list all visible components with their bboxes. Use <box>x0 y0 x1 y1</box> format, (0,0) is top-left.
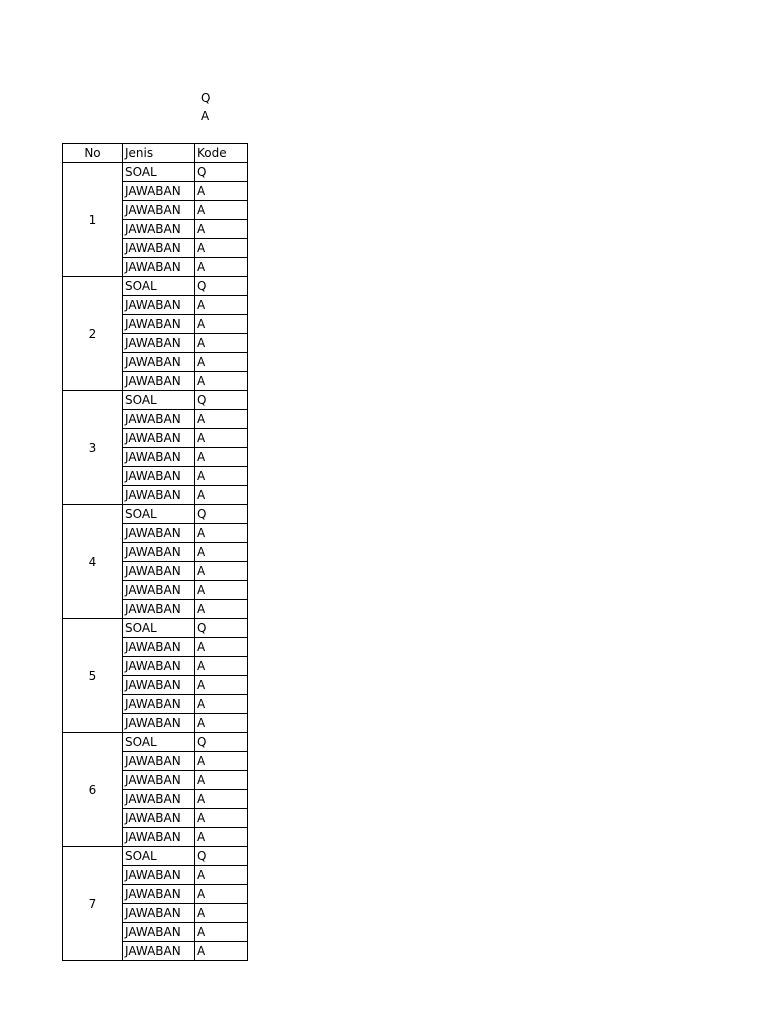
cell-kode: A <box>195 448 248 467</box>
cell-jenis: JAWABAN <box>123 771 195 790</box>
cell-kode: A <box>195 904 248 923</box>
cell-jenis: JAWABAN <box>123 353 195 372</box>
cell-jenis: JAWABAN <box>123 790 195 809</box>
cell-jenis: SOAL <box>123 847 195 866</box>
cell-kode: Q <box>195 733 248 752</box>
question-answer-table <box>62 143 248 961</box>
cell-jenis: JAWABAN <box>123 410 195 429</box>
cell-kode: A <box>195 524 248 543</box>
cell-jenis: JAWABAN <box>123 695 195 714</box>
cell-jenis: JAWABAN <box>123 543 195 562</box>
cell-jenis: JAWABAN <box>123 809 195 828</box>
cell-kode: A <box>195 638 248 657</box>
cell-kode: A <box>195 334 248 353</box>
legend-item-q: Q <box>201 91 211 105</box>
cell-jenis: JAWABAN <box>123 581 195 600</box>
cell-jenis: JAWABAN <box>123 182 195 201</box>
cell-kode: A <box>195 581 248 600</box>
cell-kode: A <box>195 600 248 619</box>
cell-kode: Q <box>195 391 248 410</box>
cell-kode: A <box>195 809 248 828</box>
header-jenis: Jenis <box>123 144 195 163</box>
cell-jenis: JAWABAN <box>123 828 195 847</box>
cell-jenis: JAWABAN <box>123 334 195 353</box>
cell-kode: A <box>195 201 248 220</box>
group-number: 2 <box>63 277 123 391</box>
table-row <box>63 505 248 524</box>
cell-kode: Q <box>195 163 248 182</box>
cell-jenis: JAWABAN <box>123 524 195 543</box>
cell-jenis: JAWABAN <box>123 676 195 695</box>
header-kode: Kode <box>195 144 248 163</box>
cell-kode: A <box>195 486 248 505</box>
cell-jenis: JAWABAN <box>123 885 195 904</box>
table-row <box>63 619 248 638</box>
legend-item-a: A <box>201 109 210 123</box>
cell-kode: Q <box>195 847 248 866</box>
group-number: 4 <box>63 505 123 619</box>
cell-jenis: JAWABAN <box>123 258 195 277</box>
group-number: 7 <box>63 847 123 961</box>
cell-kode: A <box>195 885 248 904</box>
cell-jenis: JAWABAN <box>123 600 195 619</box>
cell-kode: A <box>195 182 248 201</box>
cell-jenis: JAWABAN <box>123 315 195 334</box>
cell-jenis: JAWABAN <box>123 657 195 676</box>
cell-kode: A <box>195 771 248 790</box>
cell-kode: A <box>195 429 248 448</box>
cell-kode: Q <box>195 277 248 296</box>
cell-kode: A <box>195 258 248 277</box>
cell-kode: A <box>195 467 248 486</box>
cell-jenis: JAWABAN <box>123 296 195 315</box>
cell-jenis: SOAL <box>123 163 195 182</box>
cell-kode: A <box>195 866 248 885</box>
cell-kode: A <box>195 695 248 714</box>
cell-kode: A <box>195 942 248 961</box>
table-viewport <box>62 143 254 958</box>
cell-jenis: SOAL <box>123 619 195 638</box>
cell-kode: A <box>195 315 248 334</box>
group-number: 3 <box>63 391 123 505</box>
cell-jenis: JAWABAN <box>123 448 195 467</box>
table-row <box>63 847 248 866</box>
cell-jenis: JAWABAN <box>123 638 195 657</box>
cell-kode: Q <box>195 619 248 638</box>
cell-kode: Q <box>195 505 248 524</box>
cell-kode: A <box>195 220 248 239</box>
header-no: No <box>63 144 123 163</box>
cell-jenis: JAWABAN <box>123 467 195 486</box>
table-body <box>63 163 248 961</box>
cell-kode: A <box>195 714 248 733</box>
cell-jenis: JAWABAN <box>123 923 195 942</box>
cell-kode: A <box>195 923 248 942</box>
cell-kode: A <box>195 828 248 847</box>
cell-jenis: JAWABAN <box>123 866 195 885</box>
cell-kode: A <box>195 239 248 258</box>
cell-jenis: SOAL <box>123 733 195 752</box>
table-header-row <box>63 144 248 163</box>
cell-jenis: JAWABAN <box>123 714 195 733</box>
table-row <box>63 733 248 752</box>
cell-jenis: JAWABAN <box>123 372 195 391</box>
cell-jenis: JAWABAN <box>123 220 195 239</box>
cell-kode: A <box>195 676 248 695</box>
cell-kode: A <box>195 353 248 372</box>
cell-jenis: JAWABAN <box>123 752 195 771</box>
cell-jenis: SOAL <box>123 277 195 296</box>
group-number: 6 <box>63 733 123 847</box>
cell-jenis: SOAL <box>123 391 195 410</box>
group-number: 5 <box>63 619 123 733</box>
cell-kode: A <box>195 372 248 391</box>
cell-jenis: JAWABAN <box>123 942 195 961</box>
cell-jenis: JAWABAN <box>123 201 195 220</box>
cell-kode: A <box>195 296 248 315</box>
table-row <box>63 391 248 410</box>
cell-jenis: JAWABAN <box>123 904 195 923</box>
code-legend <box>201 89 210 125</box>
table-row <box>63 163 248 182</box>
cell-kode: A <box>195 562 248 581</box>
cell-jenis: SOAL <box>123 505 195 524</box>
cell-kode: A <box>195 657 248 676</box>
cell-jenis: JAWABAN <box>123 429 195 448</box>
cell-jenis: JAWABAN <box>123 562 195 581</box>
cell-jenis: JAWABAN <box>123 239 195 258</box>
cell-kode: A <box>195 752 248 771</box>
cell-kode: A <box>195 410 248 429</box>
group-number: 1 <box>63 163 123 277</box>
cell-kode: A <box>195 790 248 809</box>
cell-jenis: JAWABAN <box>123 486 195 505</box>
table-row <box>63 277 248 296</box>
cell-kode: A <box>195 543 248 562</box>
